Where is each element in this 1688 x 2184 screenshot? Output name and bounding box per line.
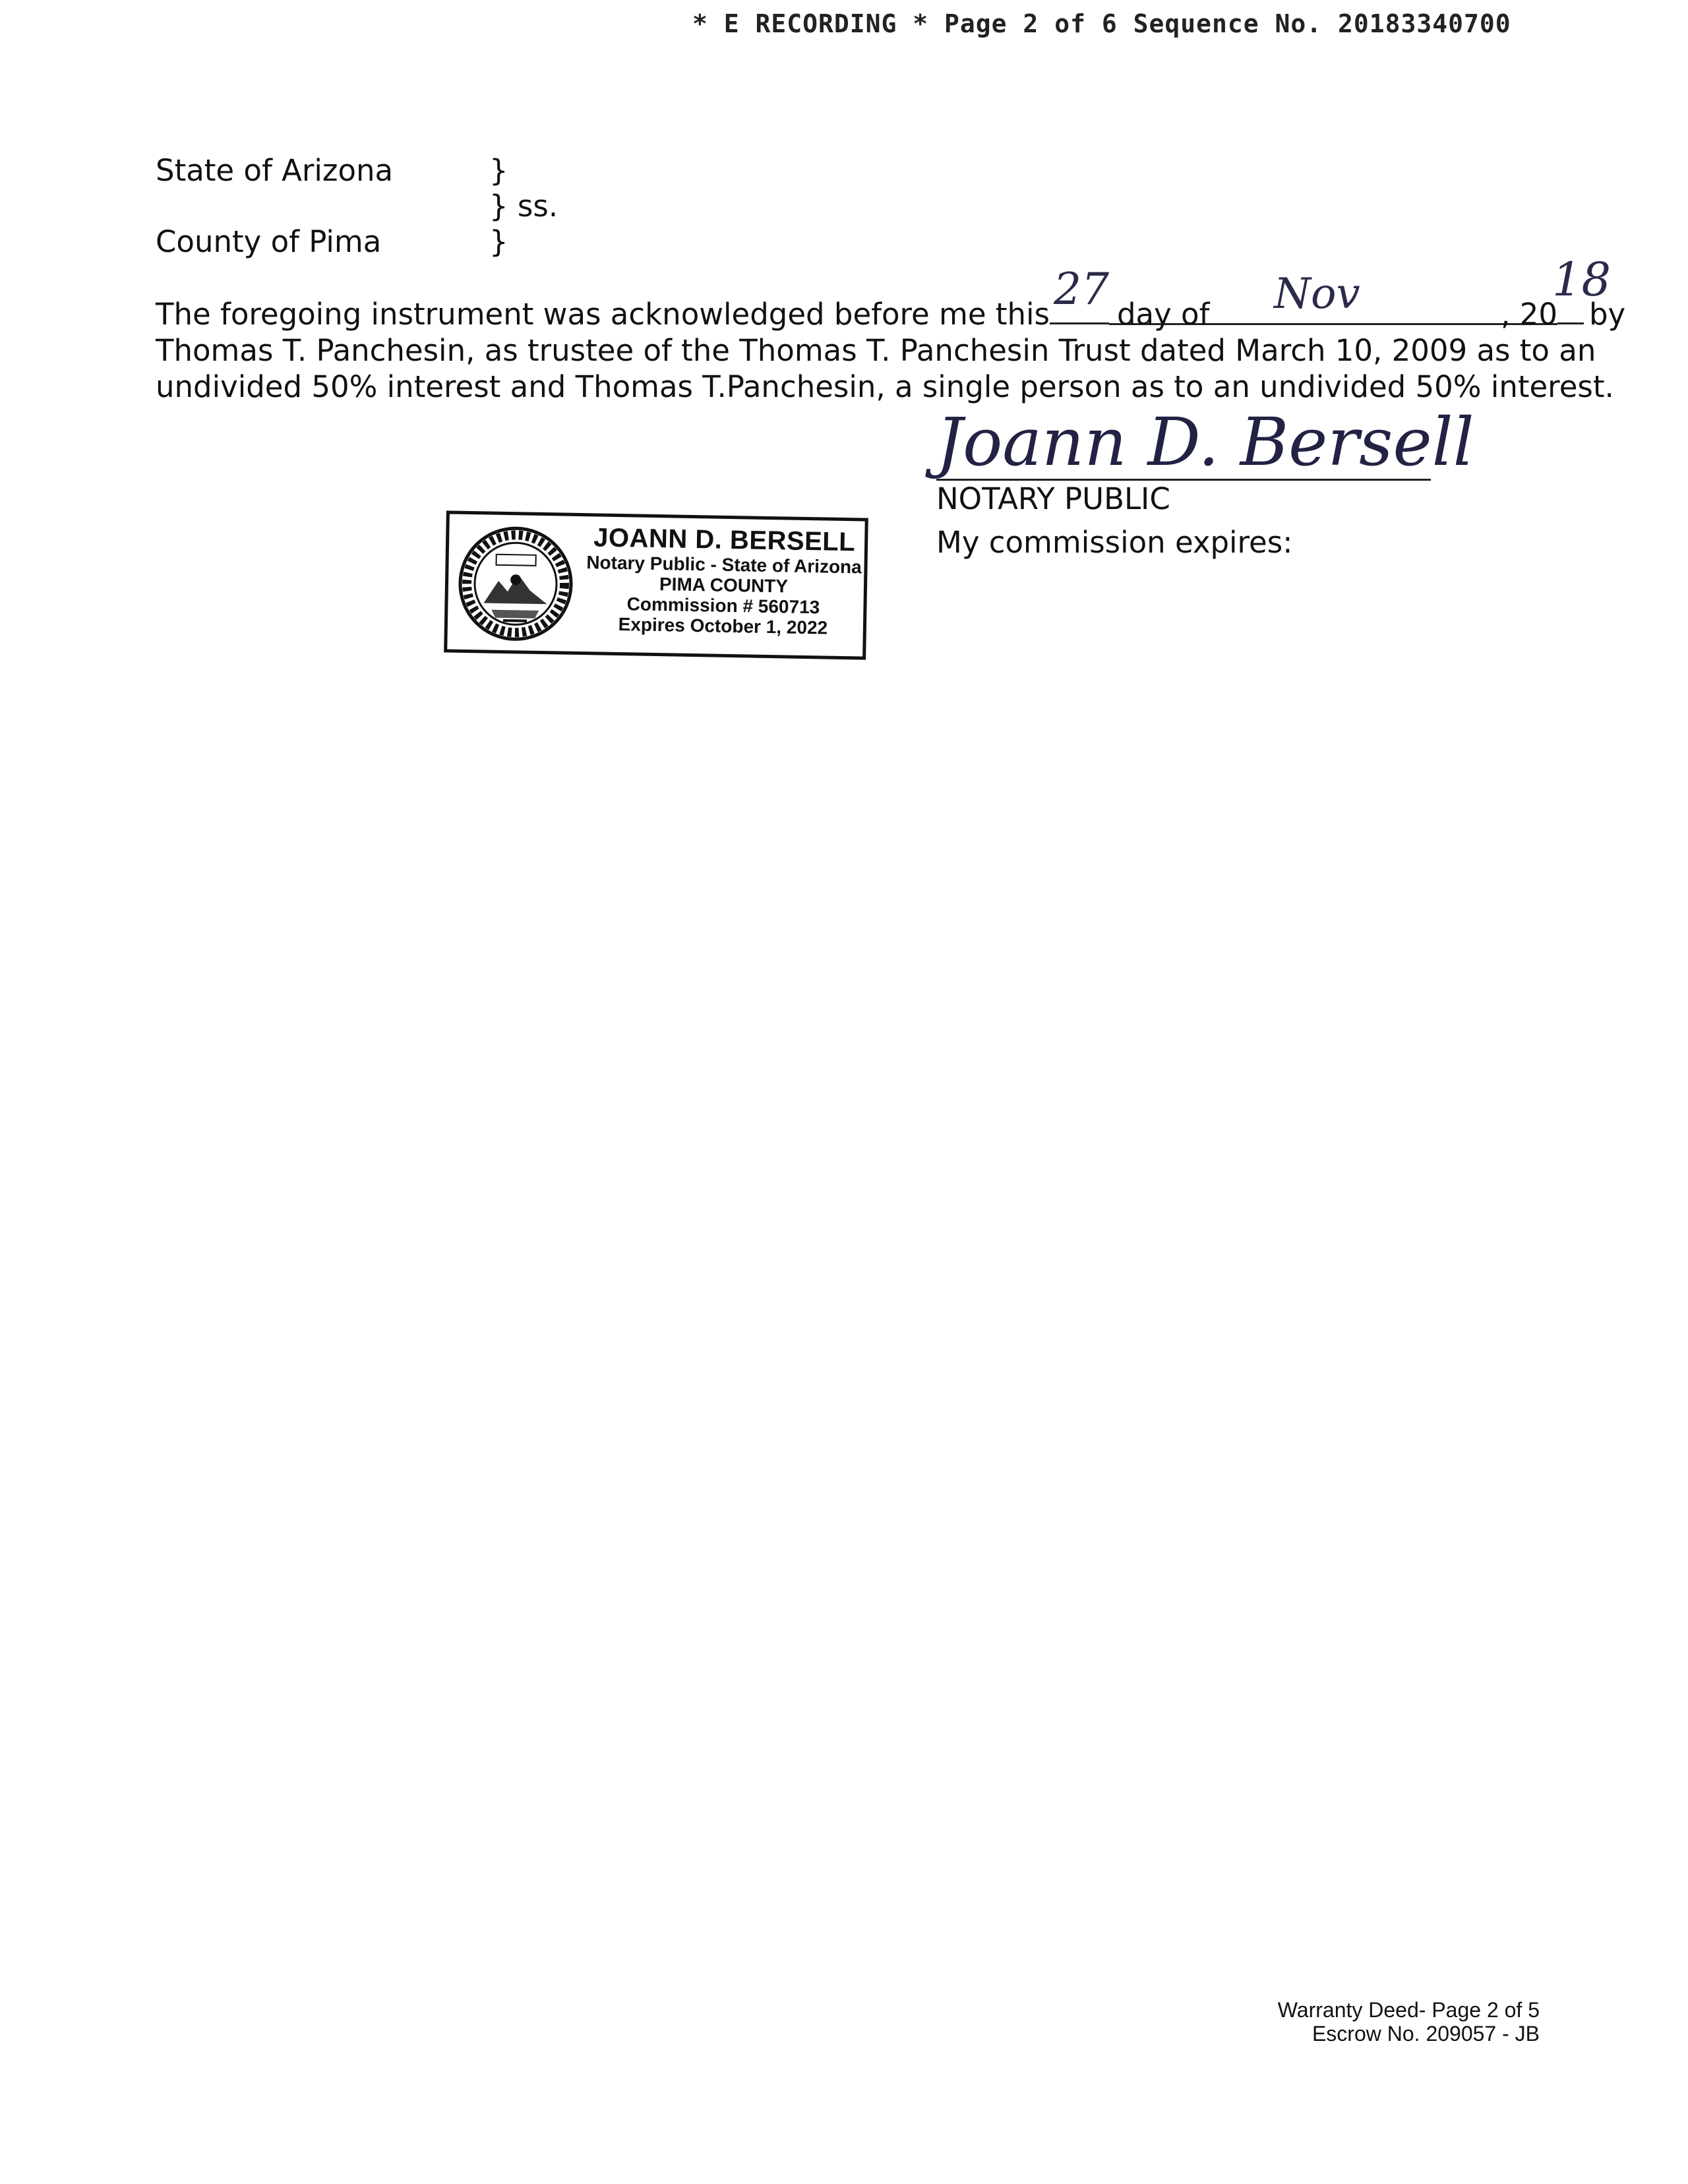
year-prefix: , 20: [1501, 297, 1557, 332]
footer-line-2: Escrow No. 209057 - JB: [1311, 2022, 1540, 2046]
recording-header: * E RECORDING * Page 2 of 6 Sequence No. 20183340700: [692, 9, 1511, 38]
handwritten-month: Nov: [1273, 270, 1360, 318]
ack-prefix: The foregoing instrument was acknowledged before me this: [156, 297, 1050, 332]
stamp-text: [583, 523, 865, 638]
stamp-line-2: PIMA COUNTY: [659, 574, 789, 597]
venue-state: State of Arizona: [156, 153, 394, 188]
day-blank: [1050, 264, 1109, 324]
handwritten-year: 18: [1552, 253, 1612, 307]
acknowledgment-line-3: undivided 50% interest and Thomas T.Panchesin, a single person as to an undivided 50% interest.: [156, 369, 1614, 404]
venue-county: County of Pima: [156, 224, 382, 259]
stamp-line-3: Commission # 560713: [626, 593, 820, 618]
notary-stamp: [444, 510, 868, 659]
notary-public-label: NOTARY PUBLIC: [936, 481, 1170, 516]
ack-by: by: [1588, 297, 1626, 332]
stamp-line-4: Expires October 1, 2022: [618, 614, 828, 638]
page-footer: [1278, 1998, 1540, 2046]
acknowledgment-paragraph: [156, 253, 1626, 405]
stamp-line-1: Notary Public - State of Arizona: [586, 552, 862, 578]
year-blank: [1552, 253, 1612, 324]
state-seal-icon: [456, 525, 574, 643]
acknowledgment-line-2: Thomas T. Panchesin, as trustee of the Thomas T. Panchesin Trust dated March 10, 2009 as to an: [156, 333, 1596, 368]
notary-signature: Joann D. Bersell: [936, 404, 1474, 481]
signature-line: [936, 479, 1431, 481]
acknowledgment-line-1: [156, 253, 1626, 332]
venue-brace-bottom: }: [489, 224, 508, 259]
stamp-notary-name: JOANN D. BERSELL: [593, 523, 856, 557]
venue-ss: } ss.: [489, 189, 558, 224]
handwritten-day: 27: [1053, 264, 1109, 315]
commission-expires-label: My commission expires:: [936, 525, 1293, 560]
day-of-label: day of: [1116, 297, 1210, 332]
month-blank: [1109, 270, 1557, 332]
footer-line-1: Warranty Deed- Page 2 of 5: [1277, 1998, 1540, 2022]
venue-brace-top: }: [489, 153, 508, 188]
